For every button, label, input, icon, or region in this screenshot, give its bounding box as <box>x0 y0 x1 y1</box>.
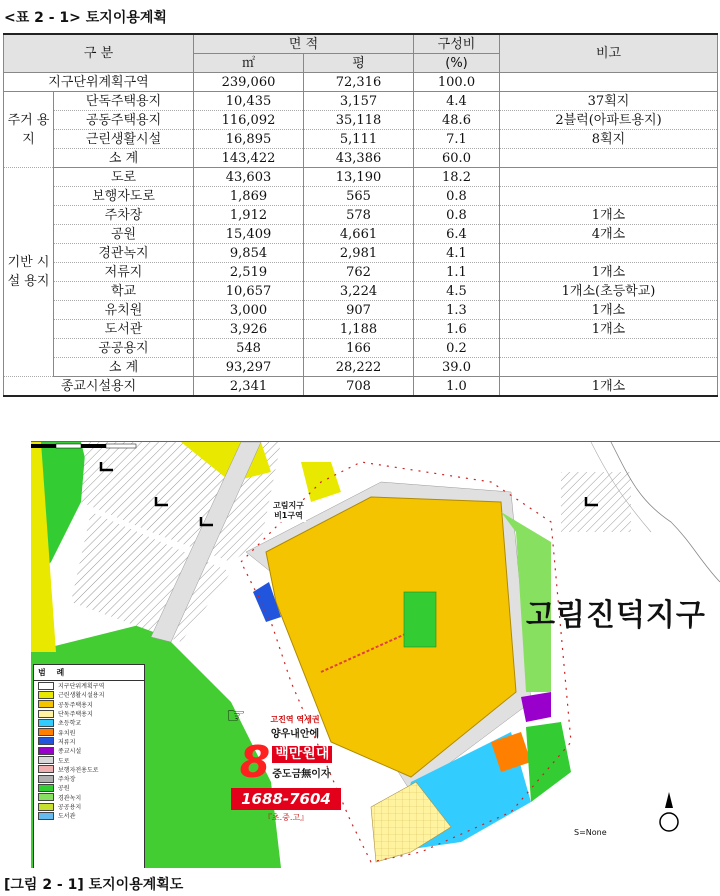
legend-label: 주차장 <box>58 776 76 784</box>
legend-item <box>34 727 144 736</box>
cell-ratio: 1.1 <box>414 263 500 282</box>
row-label: 도로 <box>54 168 194 187</box>
cell-pyeong: 43,386 <box>304 149 414 168</box>
legend-swatch <box>38 756 54 764</box>
table-row-subtotal <box>4 149 718 168</box>
cell-note: 1개소 <box>500 263 718 282</box>
cell-sqm: 1,912 <box>194 206 304 225</box>
cell-pyeong: 28,222 <box>304 358 414 377</box>
cell-sqm: 10,435 <box>194 92 304 111</box>
cell-sqm: 43,603 <box>194 168 304 187</box>
cell-sqm: 548 <box>194 339 304 358</box>
header-division: 구 분 <box>4 34 194 73</box>
row-label: 주차장 <box>54 206 194 225</box>
row-label: 공공용지 <box>54 339 194 358</box>
land-use-table <box>3 33 718 397</box>
legend-item <box>34 709 144 718</box>
block-label <box>271 500 306 522</box>
header-pyeong: 평 <box>304 54 414 73</box>
legend-swatch <box>38 793 54 801</box>
cell-sqm: 93,297 <box>194 358 304 377</box>
cell-note: 37획지 <box>500 92 718 111</box>
cell-sqm: 10,657 <box>194 282 304 301</box>
legend-item <box>34 802 144 811</box>
legend-label: 도서관 <box>58 813 76 821</box>
legend-swatch <box>38 737 54 745</box>
legend-items <box>34 681 144 820</box>
header-ratio: 구성비 <box>414 34 500 54</box>
row-label: 소 계 <box>54 149 194 168</box>
legend-label: 저류지 <box>58 738 76 746</box>
cell-sqm: 239,060 <box>194 73 304 92</box>
legend-label: 공원 <box>58 785 70 793</box>
legend-swatch <box>38 747 54 755</box>
legend-label: 단독주택용지 <box>58 711 93 719</box>
block-label-line: 고림지구 <box>273 501 304 510</box>
pointing-hand-icon: ☞ <box>226 704 246 729</box>
cell-note: 2블럭(아파트용지) <box>500 111 718 130</box>
legend-swatch <box>38 682 54 690</box>
legend-item <box>34 746 144 755</box>
cell-note <box>500 244 718 263</box>
cell-ratio: 1.3 <box>414 301 500 320</box>
legend-swatch <box>38 803 54 811</box>
legend-label: 근린생활시설용지 <box>58 692 105 700</box>
cell-ratio: 48.6 <box>414 111 500 130</box>
cell-sqm: 16,895 <box>194 130 304 149</box>
cell-note <box>500 149 718 168</box>
legend-swatch <box>38 728 54 736</box>
row-label: 유치원 <box>54 301 194 320</box>
cell-ratio: 4.5 <box>414 282 500 301</box>
cell-ratio: 6.4 <box>414 225 500 244</box>
row-label: 소 계 <box>54 358 194 377</box>
cell-note: 1개소(초등학교) <box>500 282 718 301</box>
cell-pyeong: 2,981 <box>304 244 414 263</box>
legend-label: 지구단위계획구역 <box>58 683 105 691</box>
cell-sqm: 3,000 <box>194 301 304 320</box>
ad-big-number: 8 <box>239 737 271 788</box>
row-label: 공원 <box>54 225 194 244</box>
table-row <box>4 301 718 320</box>
cell-sqm: 9,854 <box>194 244 304 263</box>
row-label: 보행자도로 <box>54 187 194 206</box>
cell-ratio: 1.0 <box>414 377 500 397</box>
figure-caption: [그림 2 - 1] 토지이용계획도 <box>4 877 184 893</box>
table-row <box>4 320 718 339</box>
legend-title: 범 례 <box>34 665 144 681</box>
cell-ratio: 1.6 <box>414 320 500 339</box>
legend-label: 보행자전용도로 <box>58 766 99 774</box>
table-row <box>4 168 718 187</box>
row-label: 학교 <box>54 282 194 301</box>
cell-sqm: 143,422 <box>194 149 304 168</box>
cell-pyeong: 72,316 <box>304 73 414 92</box>
cell-ratio: 39.0 <box>414 358 500 377</box>
ad-line: 고진역 역세권 <box>270 715 320 724</box>
cell-note: 1개소 <box>500 206 718 225</box>
cell-pyeong: 4,661 <box>304 225 414 244</box>
row-label: 지구단위계획구역 <box>4 73 194 92</box>
cell-note <box>500 339 718 358</box>
ad-line: 양우내안에 <box>270 729 320 740</box>
legend-label: 공동주택용지 <box>58 701 93 709</box>
row-label: 단독주택용지 <box>54 92 194 111</box>
legend-swatch <box>38 691 54 699</box>
cell-sqm: 2,519 <box>194 263 304 282</box>
table-row <box>4 282 718 301</box>
cell-pyeong: 1,188 <box>304 320 414 339</box>
cell-sqm: 1,869 <box>194 187 304 206</box>
cell-ratio: 0.8 <box>414 187 500 206</box>
row-label: 공동주택용지 <box>54 111 194 130</box>
cell-pyeong: 708 <box>304 377 414 397</box>
religious-block <box>521 692 551 722</box>
cell-pyeong: 166 <box>304 339 414 358</box>
legend-item <box>34 765 144 774</box>
existing-block <box>561 472 631 532</box>
cell-note: 4개소 <box>500 225 718 244</box>
row-label: 도서관 <box>54 320 194 339</box>
cell-note <box>500 187 718 206</box>
cell-pyeong: 5,111 <box>304 130 414 149</box>
table-row <box>4 244 718 263</box>
legend-item <box>34 783 144 792</box>
cell-ratio: 0.8 <box>414 206 500 225</box>
cell-ratio: 4.4 <box>414 92 500 111</box>
cell-ratio: 4.1 <box>414 244 500 263</box>
legend-label: 도로 <box>58 757 70 765</box>
legend-label: 종교시설 <box>58 748 82 756</box>
legend-item <box>34 755 144 764</box>
cell-note: 1개소 <box>500 320 718 339</box>
table-caption: <표 2 - 1> 토지이용계획 <box>4 10 167 26</box>
ad-main-text <box>272 746 332 780</box>
table-row <box>4 73 718 92</box>
header-sqm: ㎡ <box>194 54 304 73</box>
cell-pyeong: 578 <box>304 206 414 225</box>
cell-sqm: 15,409 <box>194 225 304 244</box>
ad-phone[interactable]: 1688-7604 <box>231 788 341 810</box>
legend-label: 유치원 <box>58 729 76 737</box>
cell-ratio: 18.2 <box>414 168 500 187</box>
table-row <box>4 339 718 358</box>
legend-item <box>34 700 144 709</box>
header-ratio-unit: (%) <box>414 54 500 73</box>
cell-sqm: 116,092 <box>194 111 304 130</box>
cell-note <box>500 73 718 92</box>
cell-note: 8획지 <box>500 130 718 149</box>
cell-ratio: 100.0 <box>414 73 500 92</box>
cell-pyeong: 907 <box>304 301 414 320</box>
block-label-line: 비1구역 <box>274 511 303 520</box>
row-label: 근린생활시설 <box>54 130 194 149</box>
legend-label: 경관녹지 <box>58 794 82 802</box>
legend-label: 초등학교 <box>58 720 82 728</box>
row-label: 종교시설용지 <box>4 377 194 397</box>
header-note: 비고 <box>500 34 718 73</box>
district-title: 고림진덕지구 <box>526 598 706 633</box>
legend-item <box>34 774 144 783</box>
legend-swatch <box>38 700 54 708</box>
table-row <box>4 263 718 282</box>
legend-swatch <box>38 710 54 718</box>
legend-item <box>34 737 144 746</box>
legend-swatch <box>38 784 54 792</box>
cell-note: 1개소 <box>500 301 718 320</box>
row-label: 저류지 <box>54 263 194 282</box>
cell-ratio: 60.0 <box>414 149 500 168</box>
table-row <box>4 225 718 244</box>
legend-item <box>34 690 144 699</box>
cell-note <box>500 168 718 187</box>
table-row <box>4 377 718 397</box>
legend-swatch <box>38 765 54 773</box>
group-infra: 기반 시설 용지 <box>4 168 54 377</box>
legend-item <box>34 811 144 820</box>
ad-main <box>231 737 341 788</box>
advertisement-overlay[interactable] <box>231 714 341 834</box>
table-row <box>4 206 718 225</box>
legend-item <box>34 718 144 727</box>
legend-swatch <box>38 775 54 783</box>
header-area: 면 적 <box>194 34 414 54</box>
legend-item <box>34 681 144 690</box>
legend-label: 공공용지 <box>58 804 82 811</box>
table-row-subtotal <box>4 358 718 377</box>
ad-line: 중도금無이자 <box>272 769 331 780</box>
map-legend <box>33 664 145 868</box>
cell-pyeong: 35,118 <box>304 111 414 130</box>
group-residential: 주거 용지 <box>4 92 54 168</box>
land-use-map <box>31 441 720 868</box>
cell-sqm: 2,341 <box>194 377 304 397</box>
legend-swatch <box>38 812 54 820</box>
cell-ratio: 7.1 <box>414 130 500 149</box>
cell-note: 1개소 <box>500 377 718 397</box>
table-row <box>4 111 718 130</box>
cell-pyeong: 565 <box>304 187 414 206</box>
legend-swatch <box>38 719 54 727</box>
cell-sqm: 3,926 <box>194 320 304 339</box>
cell-pyeong: 3,157 <box>304 92 414 111</box>
scale-bar <box>31 442 141 450</box>
park-block <box>404 592 436 647</box>
cell-pyeong: 762 <box>304 263 414 282</box>
ad-line: 백만원대 <box>272 746 332 763</box>
cell-pyeong: 3,224 <box>304 282 414 301</box>
table-row <box>4 130 718 149</box>
legend-item <box>34 793 144 802</box>
ad-line: 『초.중.고』 <box>263 813 309 822</box>
cell-note <box>500 358 718 377</box>
table-row <box>4 92 718 111</box>
table-row <box>4 187 718 206</box>
scale-label: S=None <box>574 828 607 837</box>
cell-pyeong: 13,190 <box>304 168 414 187</box>
cell-ratio: 0.2 <box>414 339 500 358</box>
row-label: 경관녹지 <box>54 244 194 263</box>
